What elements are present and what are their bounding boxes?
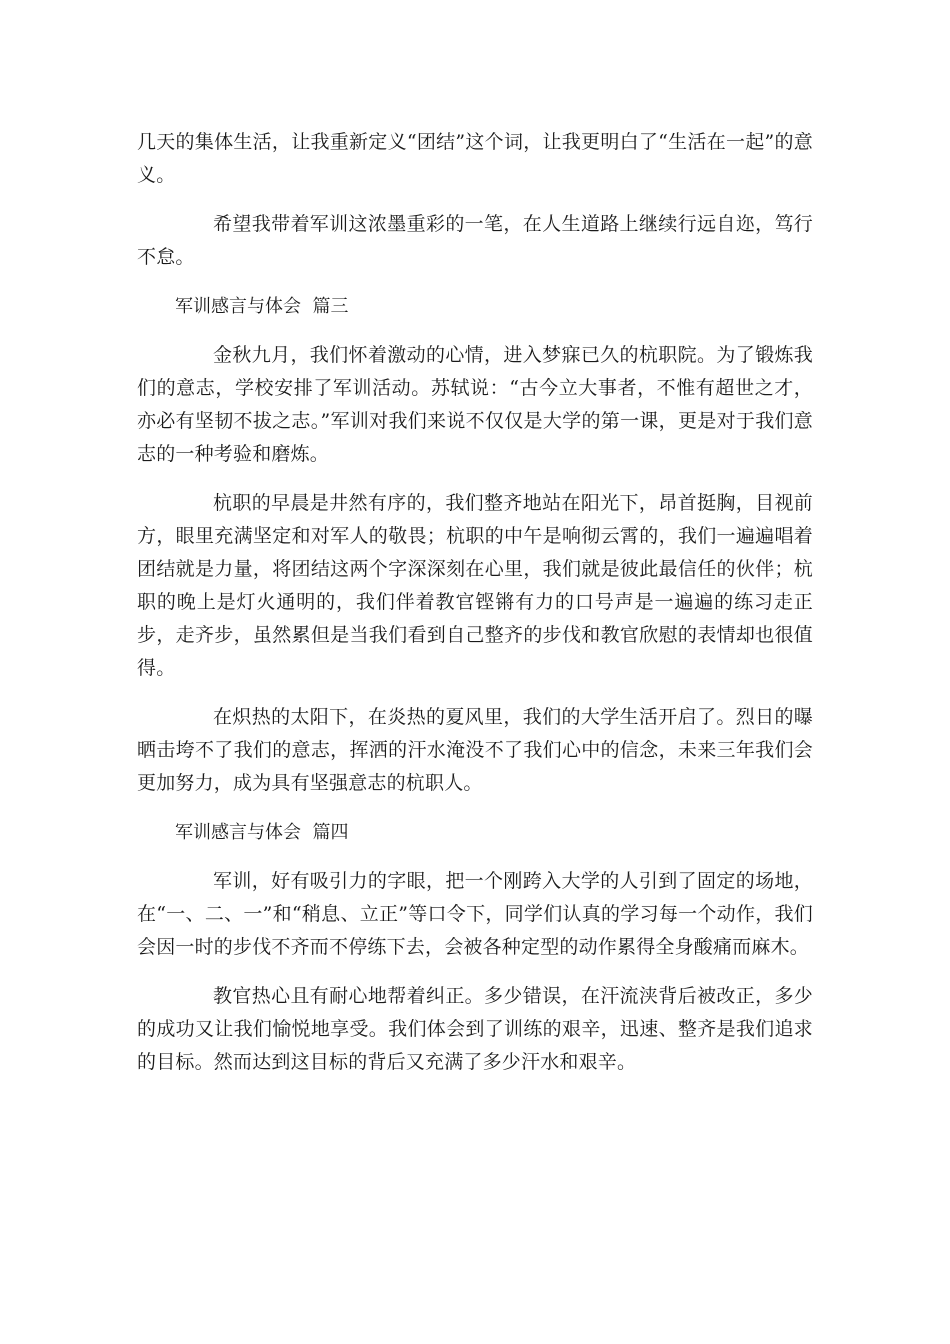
paragraph-5: 在炽热的太阳下，在炎热的夏风里，我们的大学生活开启了。烈日的曝晒击垮不了我们的意志，挥洒的汗水淹没不了我们心中的信念，未来三年我们会更加努力，成为具有坚强意志的杭职人。 bbox=[137, 706, 813, 794]
paragraph-7: 教官热心且有耐心地帮着纠正。多少错误，在汗流浃背后被改正，多少的成功又让我们愉悦地享受。我们体会到了训练的艰辛，迅速、整齐是我们追求的目标。然而达到这目标的背后又充满了多少汗水和艰辛。 bbox=[137, 985, 813, 1073]
paragraph-3: 金秋九月，我们怀着激动的心情，进入梦寐已久的杭职院。为了锻炼我们的意志，学校安排了军训活动。苏轼说：“古今立大事者，不惟有超世之才，亦必有坚韧不拔之志。”军训对我们来说不仅仅是大学的第一课，更是对于我们意志的一种考验和磨炼。 bbox=[137, 344, 813, 465]
paragraph-2: 希望我带着军训这浓墨重彩的一笔，在人生道路上继续行远自迩，笃行不怠。 bbox=[137, 213, 813, 268]
document-page bbox=[137, 126, 813, 1095]
section-heading-4: 军训感言与体会 篇四 bbox=[175, 822, 349, 843]
paragraph-6: 军训，好有吸引力的字眼，把一个刚跨入大学的人引到了固定的场地，在“一、二、一”和“稍息、立正”等口令下，同学们认真的学习每一个动作，我们会因一时的步伐不齐而不停练下去，会被各种定型的动作累得全身酸痛而麻木。 bbox=[137, 870, 813, 958]
paragraph-1: 几天的集体生活，让我重新定义“团结”这个词，让我更明白了“生活在一起”的意义。 bbox=[137, 131, 813, 186]
section-heading-3: 军训感言与体会 篇三 bbox=[175, 296, 349, 317]
paragraph-4: 杭职的早晨是井然有序的，我们整齐地站在阳光下，昂首挺胸，目视前方，眼里充满坚定和对军人的敬畏；杭职的中午是响彻云霄的，我们一遍遍唱着团结就是力量，将团结这两个字深深刻在心里，我们就是彼此最信任的伙伴；杭职的晚上是灯火通明的，我们伴着教官铿锵有力的口号声是一遍遍的练习走正步，走齐步，虽然累但是当我们看到自己整齐的步伐和教官欣慰的表情却也很值得。 bbox=[137, 492, 813, 679]
